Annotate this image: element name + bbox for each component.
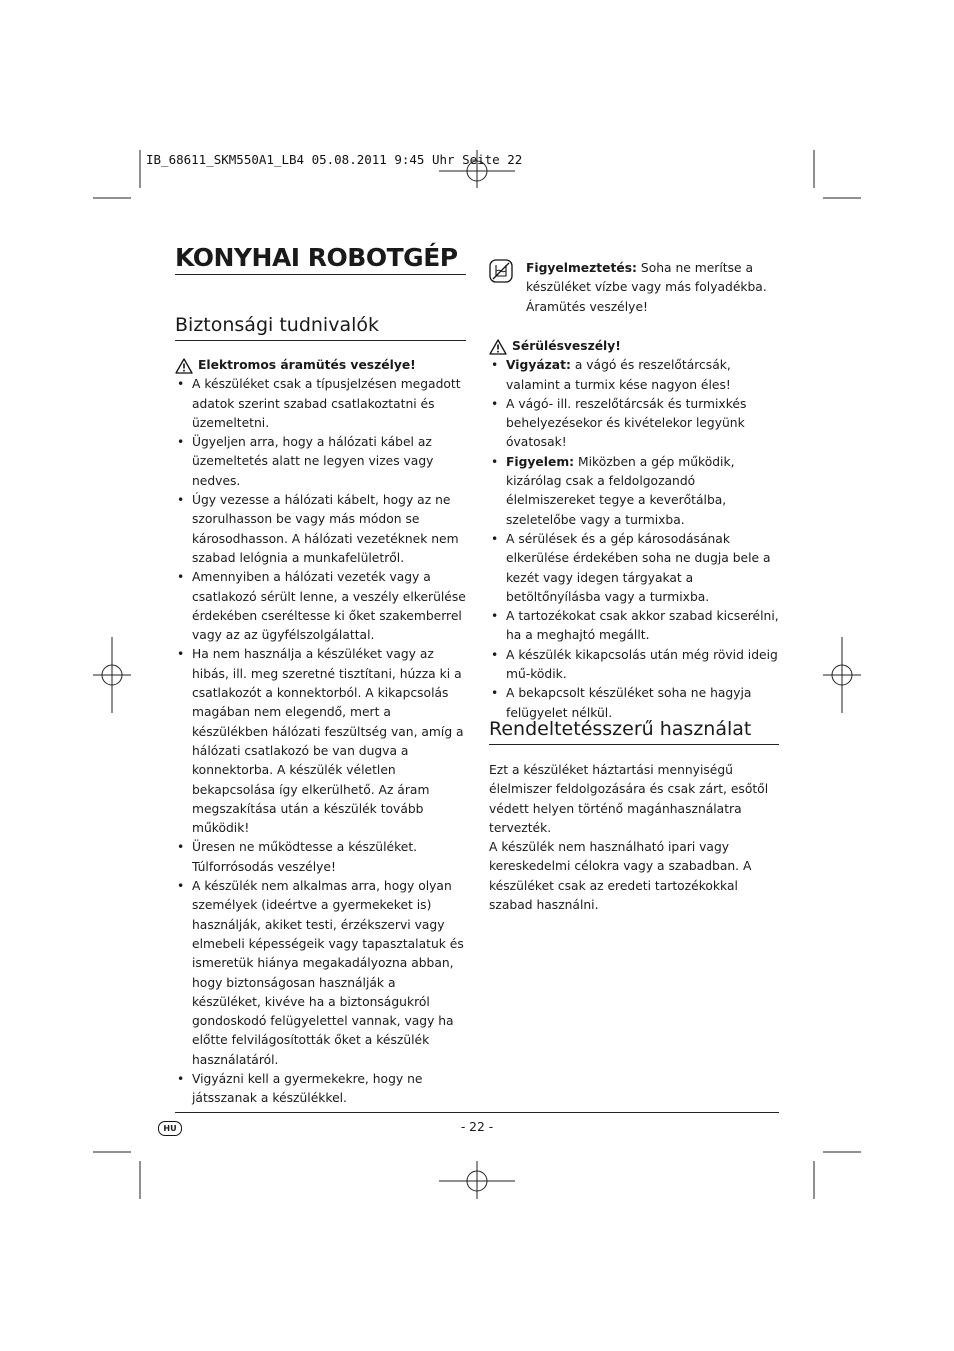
list-item: • Ha nem használja a készüléket vagy az hibás, ill. meg szeretné tisztítani, húzza ki a csatlakozót a konnektorból. A kikapcsolás magában nem elegendő, mert a készülékben hálózati feszültség van, amíg a hálózati csatlakozó be van dugva a konnektorba. A készülék véletlen bekapcsolása így elkerülhető. Az áram megszakítása után a készülék tovább működik! xyxy=(175,645,467,838)
paragraph: A készülék nem használható ipari vagy kereskedelmi célokra vagy a szabadban. A készüléket csak az eredeti tartozékokkal szabad használni. xyxy=(489,840,752,913)
print-slug: IB_68611_SKM550A1_LB4 05.08.2011 9:45 Uhr Seite 22 xyxy=(146,152,523,167)
list-item: • Úgy vezesse a hálózati kábelt, hogy az ne szorulhasson be vagy más módon se károsodhasson. A hálózati vezetéknek nem szabad lelógnia a munkafelületről. xyxy=(175,491,467,568)
list-item: • A vágó- ill. reszelőtárcsák és turmixkés behelyezésekor és kivételekor legyünk óvatosak! xyxy=(489,395,780,453)
page-number: - 22 - xyxy=(460,1120,494,1134)
list-item: • A tartozékokat csak akkor szabad kicserélni, ha a meghajtó megállt. xyxy=(489,607,780,646)
no-immersion-icon xyxy=(489,259,513,283)
list-item: • Ügyeljen arra, hogy a hálózati kábel az üzemeltetés alatt ne legyen vizes vagy nedves. xyxy=(175,433,467,491)
list-item: • A sérülések és a gép károsodásának elkerülése érdekében soha ne dugja bele a kezét vagy idegen tárgyakat a betöltőnyílásba vagy a turmixba. xyxy=(489,530,780,607)
list-item: • A bekapcsolt készüléket soha ne hagyja felügyelet nélkül. xyxy=(489,684,780,723)
list-item: • Vigyázni kell a gyermekekre, hogy ne játsszanak a készülékkel. xyxy=(175,1070,467,1109)
notice-label: Figyelmeztetés: xyxy=(526,261,637,275)
immersion-notice xyxy=(489,259,779,317)
notice-text xyxy=(526,259,779,317)
injury-column xyxy=(489,337,780,723)
section-title-safety: Biztonsági tudnivalók xyxy=(175,313,466,341)
safety-column xyxy=(175,356,467,1109)
language-badge: HU xyxy=(158,1121,182,1136)
notice-body: Soha ne merítse a készüléket vízbe vagy más folyadékba. Áramütés veszélye! xyxy=(526,261,767,314)
warning-label: Elektromos áramütés veszélye! xyxy=(198,358,416,372)
section-title-intended-use: Rendeltetésszerű használat xyxy=(489,717,779,745)
intended-use-text xyxy=(489,761,781,915)
list-item: • Vigyázat: a vágó és reszelőtárcsák, valamint a turmix kése nagyon éles! xyxy=(489,356,780,395)
list-item: • A készülék kikapcsolás után még rövid ideig mű-ködik. xyxy=(489,646,780,685)
electric-shock-warning xyxy=(175,356,467,375)
injury-list xyxy=(489,356,780,723)
warning-triangle-icon xyxy=(489,339,507,355)
paragraph: Ezt a készüléket háztartási mennyiségű élelmiszer feldolgozására és csak zárt, esőtől védett helyen történő magánhasználatra tervezték. xyxy=(489,763,769,835)
list-item: • Amennyiben a hálózati vezeték vagy a csatlakozó sérült lenne, a veszély elkerülése érdekében cseréltesse ki őket szakemberrel vagy az az ügyfélszolgálattal. xyxy=(175,568,467,645)
injury-warning xyxy=(489,337,780,356)
list-item: • A készülék nem alkalmas arra, hogy olyan személyek (ideértve a gyermekeket is) használják, akiket testi, érzékszervi vagy elmebeli képességeik vagy tapasztalatuk és ismeretük hiánya megakadályozna abban, hogy biztonságosan használják a készüléket, kivéve ha a biztonságukról gondoskodó felügyelettel vannak, vagy ha előtte felvilágosították őket a készülék használatáról. xyxy=(175,877,467,1070)
footer-divider xyxy=(175,1112,779,1113)
warning-label: Sérülésveszély! xyxy=(512,339,621,353)
safety-list xyxy=(175,375,467,1108)
list-item: • A készüléket csak a típusjelzésen megadott adatok szerint szabad csatlakoztatni és üzemeltetni. xyxy=(175,375,467,433)
warning-triangle-icon xyxy=(175,358,193,374)
page-title: KONYHAI ROBOTGÉP xyxy=(175,243,466,275)
list-item: • Üresen ne működtesse a készüléket. Túlforrósodás veszélye! xyxy=(175,838,467,877)
list-item: • Figyelem: Miközben a gép működik, kizárólag csak a feldolgozandó élelmiszereket tegye a keverőtálba, szeletelőbe vagy a turmixba. xyxy=(489,453,780,530)
